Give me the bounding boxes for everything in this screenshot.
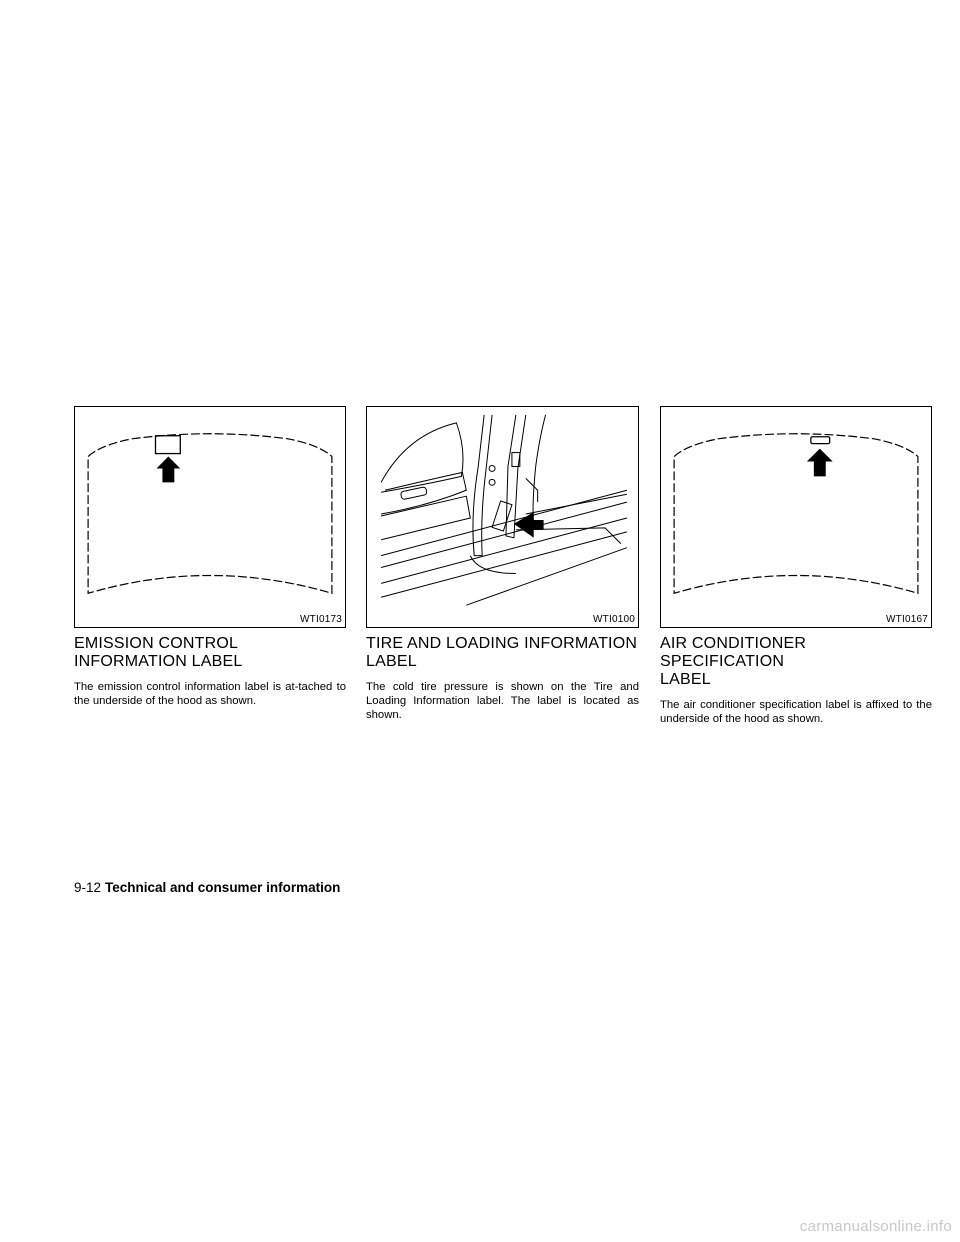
page-number: 9-12 bbox=[74, 880, 102, 895]
section-heading: EMISSION CONTROL INFORMATION LABEL bbox=[74, 635, 243, 670]
footer-section-title: Technical and consumer information bbox=[105, 880, 341, 895]
section-body: The emission control information label is at-tached to the underside of the hood as shown. bbox=[74, 681, 346, 707]
door-pillar-illustration bbox=[366, 406, 639, 628]
page-footer bbox=[74, 880, 340, 895]
section-body: The air conditioner specification label is affixed to the underside of the hood as shown. bbox=[660, 699, 932, 725]
air-conditioner-section bbox=[660, 406, 932, 726]
door-pillar-diagram bbox=[367, 407, 638, 627]
section-heading: AIR CONDITIONER SPECIFICATION LABEL bbox=[660, 635, 807, 688]
section-body: The cold tire pressure is shown on the Tire and Loading Information label. The label is located as shown. bbox=[366, 681, 639, 721]
hood-diagram bbox=[75, 407, 345, 627]
watermark: carmanualsonline.info bbox=[799, 1218, 952, 1235]
figure-code: WTI0167 bbox=[886, 614, 928, 625]
hood-diagram bbox=[661, 407, 931, 627]
hood-illustration bbox=[660, 406, 932, 628]
figure-code: WTI0100 bbox=[593, 614, 635, 625]
emission-control-section bbox=[74, 406, 346, 708]
section-heading: TIRE AND LOADING INFORMATION LABEL bbox=[366, 635, 638, 670]
hood-illustration bbox=[74, 406, 346, 628]
tire-loading-section bbox=[366, 406, 639, 722]
figure-code: WTI0173 bbox=[300, 614, 342, 625]
